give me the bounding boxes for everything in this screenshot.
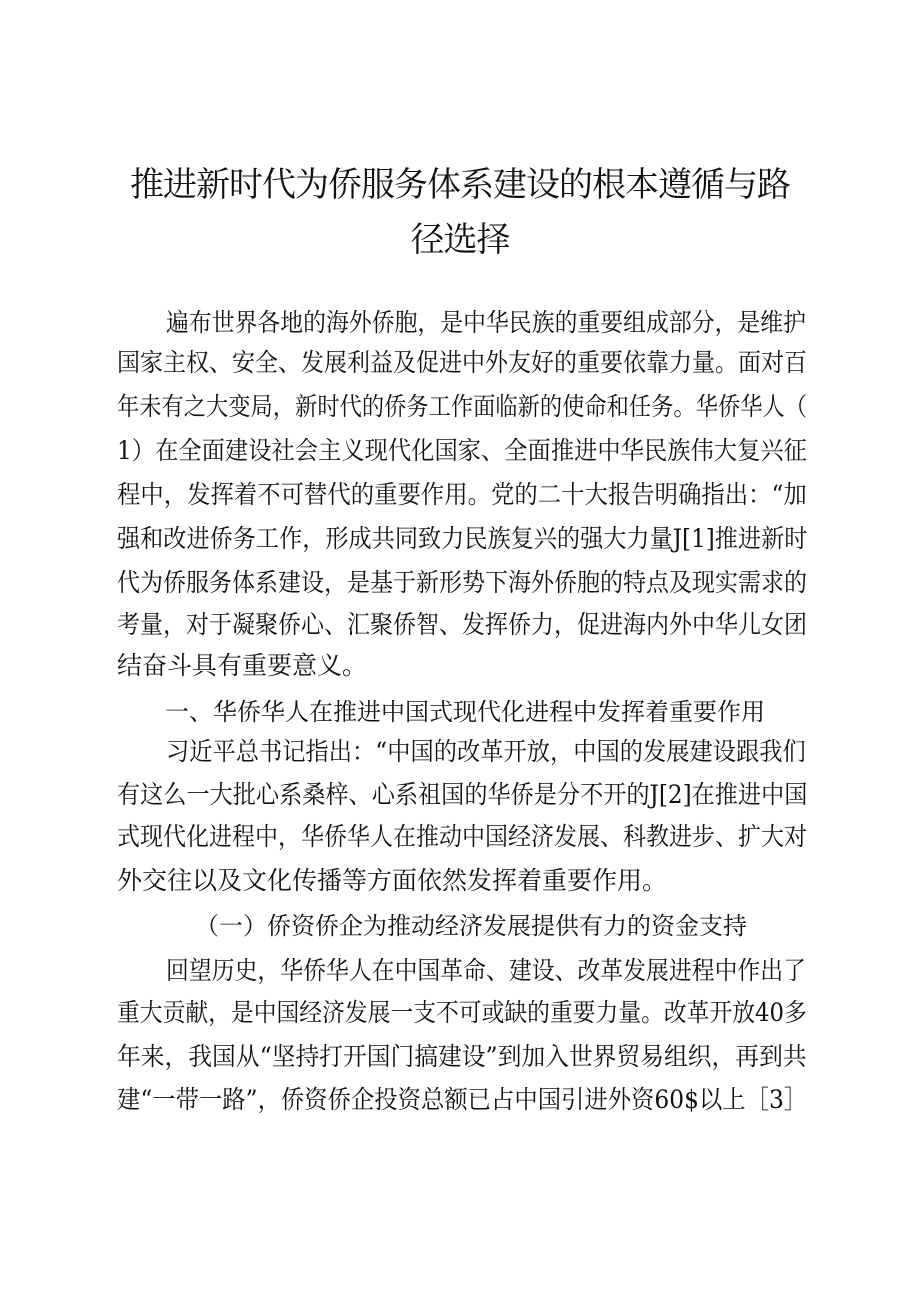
document-title-line-1: 推进新时代为侨服务体系建设的根本遵循与路	[130, 165, 790, 205]
document-title-line-2: 径选择	[410, 220, 510, 260]
subsection-heading-1: （一）侨资侨企为推动经济发展提供有力的资金支持	[195, 912, 747, 940]
section-heading-1: 一、华侨华人在推进中国式现代化进程中发挥着重要作用	[165, 698, 765, 726]
